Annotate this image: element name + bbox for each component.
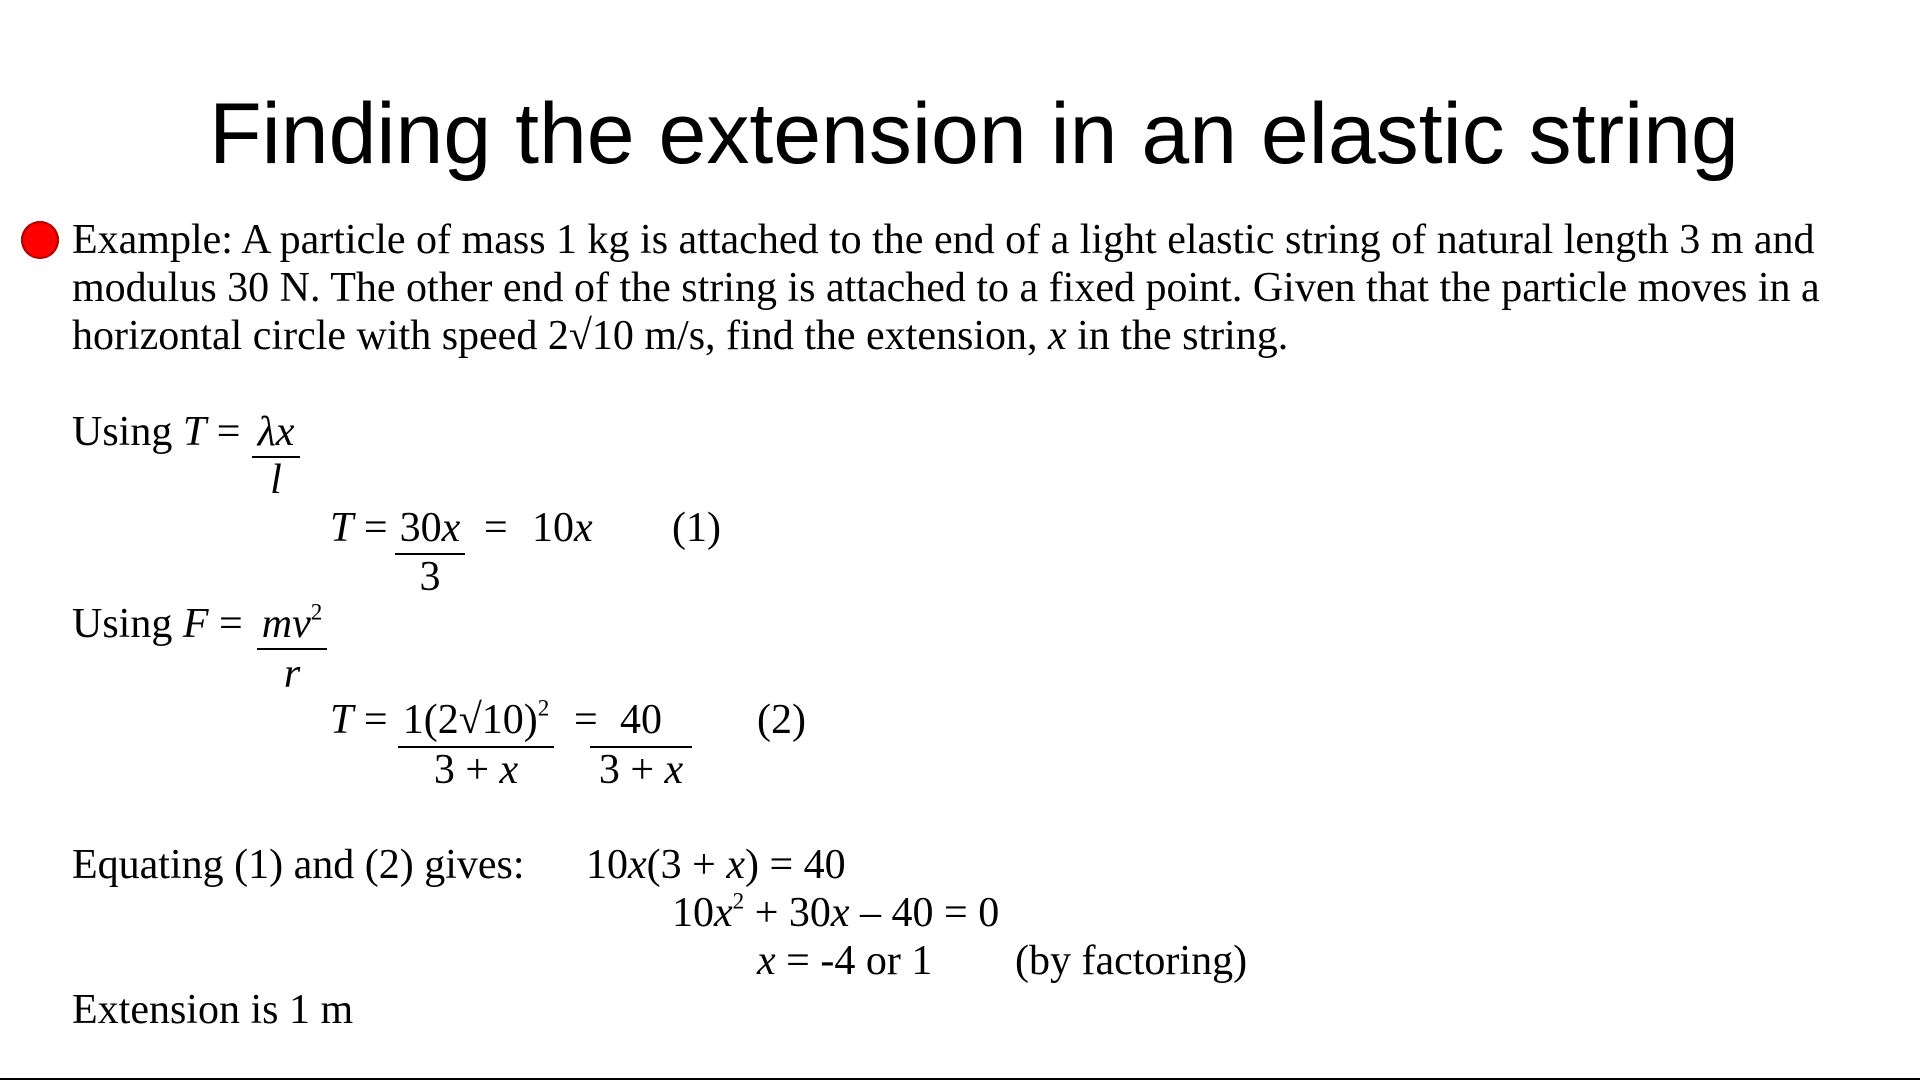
eq2-numerator: $1(2√10)^2$	[402, 694, 550, 743]
step1-formula	[72, 408, 240, 456]
example-var-x: x	[1048, 313, 1067, 359]
eq2-rhs-numerator: 40	[620, 697, 662, 743]
step1-denominator: l	[270, 457, 282, 503]
eq1-rhs: 10x	[532, 505, 593, 551]
equating-line-1: 10x(3 + x) = 40	[586, 842, 846, 888]
example-line-3-start: horizontal circle with speed 2√10 m/s, find the extension,	[72, 313, 1048, 359]
eq1-numerator: 30x	[399, 505, 461, 551]
eq2-equals-2: =	[574, 697, 598, 743]
bullet-dot-icon	[21, 221, 59, 259]
conclusion: Extension is 1 m	[72, 987, 354, 1033]
step1-numerator: λx	[257, 409, 295, 455]
example-paragraph	[72, 216, 1902, 360]
step1-equals: =	[206, 409, 241, 455]
eq1-equals-2: =	[484, 505, 508, 551]
equating-label: Equating (1) and (2) gives:	[72, 842, 525, 888]
eq2-tag: (2)	[757, 697, 806, 743]
equating-line-2: $10x^2 + 30x - 40 = 0$	[672, 887, 1000, 936]
step2-formula	[72, 600, 243, 648]
equating-note: (by factoring)	[1015, 938, 1248, 984]
eq2-denominator: 3 + x	[433, 747, 519, 793]
step2-lhs: F	[182, 601, 209, 647]
step2-prefix: Using	[72, 601, 183, 647]
slide-title: Finding the extension in an elastic string	[209, 86, 1739, 182]
example-line-3	[72, 312, 1902, 360]
step2-numerator: $mv^2$	[261, 598, 323, 647]
eq2-rhs-denominator: 3 + x	[598, 747, 684, 793]
equating-line-3: x = -4 or 1	[757, 938, 933, 984]
eq2-lhs: T =	[330, 697, 388, 743]
eq1-tag: (1)	[672, 505, 721, 551]
step2-equals: =	[208, 601, 243, 647]
eq1-denominator: 3	[419, 554, 441, 600]
example-line-2: modulus 30 N. The other end of the string is attached to a fixed point. Given that the particle moves in a	[72, 265, 1820, 311]
step1-prefix: Using	[72, 409, 183, 455]
example-line-1: Example: A particle of mass 1 kg is attached to the end of a light elastic string of natural length 3 m and	[72, 217, 1815, 263]
example-line-3-end: in the string.	[1066, 313, 1289, 359]
step2-denominator: r	[283, 651, 301, 697]
step1-lhs: T	[182, 409, 207, 455]
eq1-lhs: T =	[330, 505, 388, 551]
